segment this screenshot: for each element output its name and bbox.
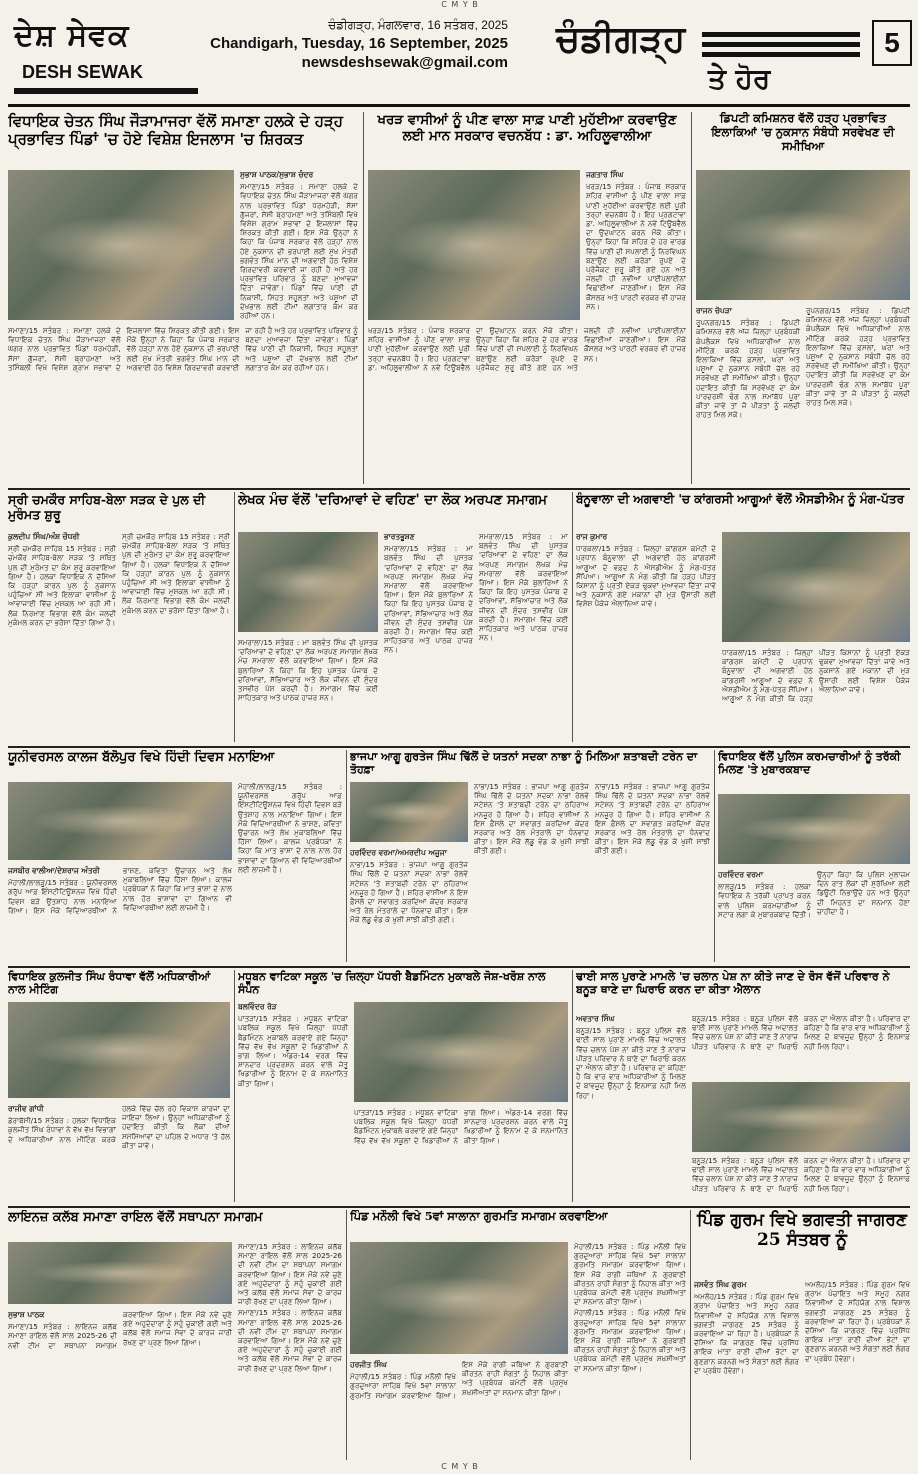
headline: ਵਿਧਾਇਕ ਕੁਲਜੀਤ ਸਿੰਘ ਰੰਧਾਵਾ ਵੱਲੋਂ ਅਧਿਕਾਰੀਆਂ ਨਾਲ ਮੀਟਿੰਗ [8,970,211,997]
story-s2[interactable] [368,112,686,484]
body-text: ਮੋਹਾਲੀ/15 ਸਤੰਬਰ : ਪਿੰਡ ਮਨੌਲੀ ਵਿਖੇ ਗੁਰਦੁਆਰਾ ਸਾਹਿਬ ਵਿਖੇ 5ਵਾਂ ਸਾਲਾਨਾ ਗੁਰਮਤਿ ਸਮਾਗਮ ਕਰਵਾਇਆ ਗਿਆ। ਇਸ ਮੌਕੇ ਰਾਗੀ ਜਥਿਆਂ ਨੇ ਗੁਰਬਾਣੀ ਕੀਰਤਨ ਰਾਹੀਂ ਸੰਗਤਾਂ ਨੂੰ ਨਿਹਾਲ ਕੀਤਾ ਅਤੇ ਪ੍ਰਬੰਧਕ ਕਮੇਟੀ ਵੱਲੋਂ ਪ੍ਰਮੁੱਖ ਸ਼ਖ਼ਸੀਅਤਾਂ ਦਾ ਸਨਮਾਨ ਕੀਤਾ ਗਿਆ। [350,1360,568,1400]
body-text: ਸ੍ਰੀ ਚਮਕੌਰ ਸਾਹਿਬ 15 ਸਤੰਬਰ : ਸ੍ਰੀ ਚਮਕੌਰ ਸਾਹਿਬ-ਬੇਲਾ ਸੜਕ 'ਤੇ ਸਥਿਤ ਪੁਲ ਦੀ ਮੁਰੰਮਤ ਦਾ ਕੰਮ ਸ਼ੁਰੂ ਕਰਵਾਇਆ ਗਿਆ ਹੈ। ਹਲਕਾ ਵਿਧਾਇਕ ਨੇ ਦੱਸਿਆ ਕਿ ਹੜ੍ਹਾਂ ਕਾਰਨ ਪੁਲ ਨੂੰ ਨੁਕਸਾਨ ਪਹੁੰਚਿਆ ਸੀ ਅਤੇ ਇਲਾਕਾ ਵਾਸੀਆਂ ਨੂੰ ਆਵਾਜਾਈ ਵਿੱਚ ਮੁਸ਼ਕਲ ਆ ਰਹੀ ਸੀ। ਲੋਕ ਨਿਰਮਾਣ ਵਿਭਾਗ ਵੱਲੋਂ ਕੰਮ ਜਲਦੀ ਮੁਕੰਮਲ ਕਰਨ ਦਾ ਭਰੋਸਾ ਦਿੱਤਾ ਗਿਆ ਹੈ। [122,532,230,615]
body-text: ਅਮਲੋਹ/15 ਸਤੰਬਰ : ਪਿੰਡ ਗੁਰਮ ਵਿਖੇ ਗ੍ਰਾਮ ਪੰਚਾਇਤ ਅਤੇ ਸਮੂਹ ਨਗਰ ਨਿਵਾਸੀਆਂ ਦੇ ਸਹਿਯੋਗ ਨਾਲ ਵਿਸ਼ਾਲ ਭਗਵਤੀ ਜਾਗਰਣ 25 ਸਤੰਬਰ ਨੂੰ ਕਰਵਾਇਆ ਜਾ ਰਿਹਾ ਹੈ। ਪ੍ਰਬੰਧਕਾਂ ਨੇ ਦੱਸਿਆ ਕਿ ਜਾਗਰਣ ਵਿੱਚ ਪ੍ਰਸਿੱਧ ਗਾਇਕ ਮਾਤਾ ਰਾਣੀ ਦੀਆਂ ਭੇਟਾਂ ਦਾ ਗੁਣਗਾਨ ਕਰਨਗੇ ਅਤੇ ਸੰਗਤਾਂ ਲਈ ਲੰਗਰ ਦਾ ਪ੍ਰਬੰਧ ਹੋਵੇਗਾ। [805,1280,910,1363]
registration-mark-bottom: C M Y B [441,1462,479,1471]
byline: ਰਾਜੀਵ ਗਾਂਧੀ [8,1104,44,1113]
story-body [576,1014,686,1202]
column-rule [363,112,364,484]
body-text: ਸਮਰਾਲਾ/15 ਸਤੰਬਰ : ਮਾ ਬਲਵੰਤ ਸਿੰਘ ਦੀ ਪੁਸਤਕ 'ਦਰਿਆਵਾਂ ਦੇ ਵਹਿਣ' ਦਾ ਲੋਕ ਅਰਪਣ ਸਮਾਗਮ ਲੇਖਕ ਮੰਚ ਸਮਰਾਲਾ ਵੱਲੋਂ ਕਰਵਾਇਆ ਗਿਆ। ਇਸ ਮੌਕੇ ਬੁਲਾਰਿਆਂ ਨੇ ਕਿਹਾ ਕਿ ਇਹ ਪੁਸਤਕ ਪੰਜਾਬ ਦੇ ਦਰਿਆਵਾਂ, ਸੱਭਿਆਚਾਰ ਅਤੇ ਲੋਕ ਜੀਵਨ ਦੀ ਸੁੰਦਰ ਤਸਵੀਰ ਪੇਸ਼ ਕਰਦੀ ਹੈ। ਸਮਾਗਮ ਵਿੱਚ ਕਈ ਸਾਹਿਤਕਾਰ ਅਤੇ ਪਾਠਕ ਹਾਜ਼ਰ ਸਨ। [479,532,568,643]
body-text: ਧਾਰਕਲਾਂ/15 ਸਤੰਬਰ : ਜ਼ਿਲ੍ਹਾ ਕਾਂਗਰਸ ਕਮੇਟੀ ਦੇ ਪ੍ਰਧਾਨ ਬੰਨੂਵਾਲਾ ਦੀ ਅਗਵਾਈ ਹੇਠ ਕਾਂਗਰਸੀ ਆਗੂਆਂ ਦੇ ਵਫ਼ਦ ਨੇ ਐਸਡੀਐਮ ਨੂੰ ਮੰਗ-ਪੱਤਰ ਸੌਂਪਿਆ। ਆਗੂਆਂ ਨੇ ਮੰਗ ਕੀਤੀ ਕਿ ਹੜ੍ਹ ਪੀੜਤ ਕਿਸਾਨਾਂ ਨੂੰ ਪ੍ਰਤੀ ਏਕੜ ਢੁਕਵਾਂ ਮੁਆਵਜ਼ਾ ਦਿੱਤਾ ਜਾਵੇ ਅਤੇ ਨੁਕਸਾਨੇ ਗਏ ਮਕਾਨਾਂ ਦੀ ਮੁੜ ਉਸਾਰੀ ਲਈ ਵਿਸ਼ੇਸ਼ ਪੈਕੇਜ ਐਲਾਨਿਆ ਜਾਵੇ। [576,544,716,609]
photo [8,1002,230,1098]
column-rule [690,1210,691,1460]
body-text: ਡੇਰਾਬੱਸੀ/15 ਸਤੰਬਰ : ਹਲਕਾ ਵਿਧਾਇਕ ਕੁਲਜੀਤ ਸਿੰਘ ਰੰਧਾਵਾ ਨੇ ਵੱਖ ਵੱਖ ਵਿਭਾਗਾਂ ਦੇ ਅਧਿਕਾਰੀਆਂ ਨਾਲ ਮੀਟਿੰਗ ਕਰਕੇ ਹਲਕੇ ਵਿੱਚ ਚੱਲ ਰਹੇ ਵਿਕਾਸ ਕਾਰਜਾਂ ਦਾ ਜਾਇਜ਼ਾ ਲਿਆ। ਉਨ੍ਹਾਂ ਅਧਿਕਾਰੀਆਂ ਨੂੰ ਹਦਾਇਤ ਕੀਤੀ ਕਿ ਲੋਕਾਂ ਦੀਆਂ ਸਮੱਸਿਆਵਾਂ ਦਾ ਪਹਿਲ ਦੇ ਅਧਾਰ 'ਤੇ ਹੱਲ ਕੀਤਾ ਜਾਵੇ। [8,1104,230,1150]
story-s1[interactable] [8,112,358,484]
story-s10[interactable] [8,970,230,1202]
section-subtitle: ਤੇ ਹੋਰ [708,62,771,95]
story-body [8,1104,230,1202]
photo [718,794,910,864]
headline: ਭਾਜਪਾ ਆਗੂ ਗੁਰਤੇਜ ਸਿੰਘ ਢਿੱਲੋਂ ਦੇ ਯਤਨਾਂ ਸਦਕਾ ਨਾਭਾ ਨੂੰ ਮਿਲਿਆ ਸ਼ਤਾਬਦੀ ਟਰੇਨ ਦਾ ਤੋਹਫ਼ਾ [350,750,698,777]
body-text: ਮੋਹਾਲੀ/15 ਸਤੰਬਰ : ਪਿੰਡ ਮਨੌਲੀ ਵਿਖੇ ਗੁਰਦੁਆਰਾ ਸਾਹਿਬ ਵਿਖੇ 5ਵਾਂ ਸਾਲਾਨਾ ਗੁਰਮਤਿ ਸਮਾਗਮ ਕਰਵਾਇਆ ਗਿਆ। ਇਸ ਮੌਕੇ ਰਾਗੀ ਜਥਿਆਂ ਨੇ ਗੁਰਬਾਣੀ ਕੀਰਤਨ ਰਾਹੀਂ ਸੰਗਤਾਂ ਨੂੰ ਨਿਹਾਲ ਕੀਤਾ ਅਤੇ ਪ੍ਰਬੰਧਕ ਕਮੇਟੀ ਵੱਲੋਂ ਪ੍ਰਮੁੱਖ ਸ਼ਖ਼ਸੀਅਤਾਂ ਦਾ ਸਨਮਾਨ ਕੀਤਾ ਗਿਆ। [574,1308,686,1373]
body-text: ਖਰੜ/15 ਸਤੰਬਰ : ਪੰਜਾਬ ਸਰਕਾਰ ਸ਼ਹਿਰ ਵਾਸੀਆਂ ਨੂੰ ਪੀਣ ਵਾਲਾ ਸਾਫ਼ ਪਾਣੀ ਮੁਹੱਈਆ ਕਰਵਾਉਣ ਲਈ ਪੂਰੀ ਤਰ੍ਹਾਂ ਵਚਨਬੱਧ ਹੈ। ਇਹ ਪ੍ਰਗਟਾਵਾ ਡਾ. ਅਹਿਲੂਵਾਲੀਆ ਨੇ ਨਵੇਂ ਟਿਊਬਵੈੱਲ ਦਾ ਉਦਘਾਟਨ ਕਰਨ ਮੌਕੇ ਕੀਤਾ। ਉਨ੍ਹਾਂ ਕਿਹਾ ਕਿ ਸ਼ਹਿਰ ਦੇ ਹਰ ਵਾਰਡ ਵਿੱਚ ਪਾਣੀ ਦੀ ਸਪਲਾਈ ਨੂੰ ਨਿਰਵਿਘਨ ਬਣਾਉਣ ਲਈ ਕਰੋੜਾਂ ਰੁਪਏ ਦੇ ਪ੍ਰੋਜੈਕਟ ਸ਼ੁਰੂ ਕੀਤੇ ਗਏ ਹਨ ਅਤੇ ਜਲਦੀ ਹੀ ਨਵੀਆਂ ਪਾਈਪਲਾਈਨਾਂ ਵਿਛਾਈਆਂ ਜਾਣਗੀਆਂ। ਇਸ ਮੌਕੇ ਕੌਂਸਲਰ ਅਤੇ ਪਾਰਟੀ ਵਰਕਰ ਵੀ ਹਾਜ਼ਰ ਸਨ। [368,326,686,372]
story-body [574,1242,686,1460]
story-body [238,1002,348,1202]
story-s4[interactable] [8,492,230,742]
story-s5[interactable] [238,492,568,742]
photo [8,170,234,320]
body-text: ਅਮਲੋਹ/15 ਸਤੰਬਰ : ਪਿੰਡ ਗੁਰਮ ਵਿਖੇ ਗ੍ਰਾਮ ਪੰਚਾਇਤ ਅਤੇ ਸਮੂਹ ਨਗਰ ਨਿਵਾਸੀਆਂ ਦੇ ਸਹਿਯੋਗ ਨਾਲ ਵਿਸ਼ਾਲ ਭਗਵਤੀ ਜਾਗਰਣ 25 ਸਤੰਬਰ ਨੂੰ ਕਰਵਾਇਆ ਜਾ ਰਿਹਾ ਹੈ। ਪ੍ਰਬੰਧਕਾਂ ਨੇ ਦੱਸਿਆ ਕਿ ਜਾਗਰਣ ਵਿੱਚ ਪ੍ਰਸਿੱਧ ਗਾਇਕ ਮਾਤਾ ਰਾਣੀ ਦੀਆਂ ਭੇਟਾਂ ਦਾ ਗੁਣਗਾਨ ਕਰਨਗੇ ਅਤੇ ਸੰਗਤਾਂ ਲਈ ਲੰਗਰ ਦਾ ਪ੍ਰਬੰਧ ਹੋਵੇਗਾ। [694,1292,799,1375]
story-body-cont [474,782,710,962]
story-s12[interactable] [576,970,910,1202]
body-text: ਸਮਾਣਾ/15 ਸਤੰਬਰ : ਸਮਾਣਾ ਹਲਕੇ ਦੇ ਵਿਧਾਇਕ ਚੇਤਨ ਸਿੰਘ ਜੌੜਾਮਾਜਰਾ ਵੱਲੋਂ ਘੱਗਰ ਨਾਲ ਪ੍ਰਭਾਵਿਤ ਪਿੰਡਾਂ ਧਰਮਹੇੜੀ, ਸੱਸਾ ਗੁੱਜਰਾਂ, ਸੱਸੀ ਬ੍ਰਾਹਮਣਾਂ ਅਤੇ ਤਸਿੰਬਲੀ ਵਿਖੇ ਵਿਸ਼ੇਸ਼ ਗ੍ਰਾਮ ਸਭਾਵਾਂ ਦੇ ਇਜਲਾਸਾਂ ਵਿੱਚ ਸ਼ਿਰਕਤ ਕੀਤੀ ਗਈ। ਇਸ ਮੌਕੇ ਉਨ੍ਹਾਂ ਨੇ ਕਿਹਾ ਕਿ ਪੰਜਾਬ ਸਰਕਾਰ ਵੱਲੋਂ ਹੜ੍ਹਾਂ ਨਾਲ ਹੋਏ ਨੁਕਸਾਨ ਦੀ ਭਰਪਾਈ ਲਈ ਮੁੱਖ ਮੰਤਰੀ ਭਗਵੰਤ ਸਿੰਘ ਮਾਨ ਦੀ ਅਗਵਾਈ ਹੇਠ ਵਿਸ਼ੇਸ਼ ਗਿਰਦਾਵਰੀ ਕਰਵਾਈ ਜਾ ਰਹੀ ਹੈ ਅਤੇ ਹਰ ਪ੍ਰਭਾਵਿਤ ਪਰਿਵਾਰ ਨੂੰ ਬਣਦਾ ਮੁਆਵਜ਼ਾ ਦਿੱਤਾ ਜਾਵੇਗਾ। ਪਿੰਡਾਂ ਵਿੱਚ ਪਾਣੀ ਦੀ ਨਿਕਾਸੀ, ਸਿਹਤ ਸਹੂਲਤਾਂ ਅਤੇ ਪਸ਼ੂਆਂ ਦੀ ਦੇਖਭਾਲ ਲਈ ਟੀਮਾਂ ਲਗਾਤਾਰ ਕੰਮ ਕਰ ਰਹੀਆਂ ਹਨ। [240,182,358,321]
story-body-cont [368,326,686,484]
photo [8,1242,232,1304]
masthead-rule [8,104,910,107]
logo-rule [14,88,198,94]
byline: ਸੁਭਾਸ਼ ਪਾਠਕ [8,1310,45,1319]
headline: ਲਾਇਨਜ਼ ਕਲੱਬ ਸਮਾਣਾ ਰਾਇਲ ਵੱਲੋਂ ਸਥਾਪਨਾ ਸਮਾਗਮ [8,1210,263,1225]
body-text: ਨਾਭਾ/15 ਸਤੰਬਰ : ਭਾਜਪਾ ਆਗੂ ਗੁਰਤੇਜ ਸਿੰਘ ਢਿੱਲੋਂ ਦੇ ਯਤਨਾਂ ਸਦਕਾ ਨਾਭਾ ਰੇਲਵੇ ਸਟੇਸ਼ਨ 'ਤੇ ਸ਼ਤਾਬਦੀ ਟਰੇਨ ਦਾ ਠਹਿਰਾਅ ਮਨਜ਼ੂਰ ਹੋ ਗਿਆ ਹੈ। ਸ਼ਹਿਰ ਵਾਸੀਆਂ ਨੇ ਇਸ ਫ਼ੈਸਲੇ ਦਾ ਸਵਾਗਤ ਕਰਦਿਆਂ ਕੇਂਦਰ ਸਰਕਾਰ ਅਤੇ ਰੇਲ ਮੰਤਰਾਲੇ ਦਾ ਧੰਨਵਾਦ ਕੀਤਾ। ਇਸ ਮੌਕੇ ਲੱਡੂ ਵੰਡ ਕੇ ਖੁਸ਼ੀ ਸਾਂਝੀ ਕੀਤੀ ਗਈ। [350,860,468,925]
byline: ਕੁਲਦੀਪ ਸਿੰਘ/ਅੰਸ਼ ਚੌਧਰੀ [8,532,80,541]
headline: ਬੰਨੂਵਾਲਾ ਦੀ ਅਗਵਾਈ 'ਚ ਕਾਂਗਰਸੀ ਆਗੂਆਂ ਵੱਲੋਂ ਐਸਡੀਐਮ ਨੂੰ ਮੰਗ-ਪੱਤਰ [576,492,905,506]
logo-english: DESH SEWAK [22,62,144,82]
body-text: ਸ੍ਰੀ ਚਮਕੌਰ ਸਾਹਿਬ 15 ਸਤੰਬਰ : ਸ੍ਰੀ ਚਮਕੌਰ ਸਾਹਿਬ-ਬੇਲਾ ਸੜਕ 'ਤੇ ਸਥਿਤ ਪੁਲ ਦੀ ਮੁਰੰਮਤ ਦਾ ਕੰਮ ਸ਼ੁਰੂ ਕਰਵਾਇਆ ਗਿਆ ਹੈ। ਹਲਕਾ ਵਿਧਾਇਕ ਨੇ ਦੱਸਿਆ ਕਿ ਹੜ੍ਹਾਂ ਕਾਰਨ ਪੁਲ ਨੂੰ ਨੁਕਸਾਨ ਪਹੁੰਚਿਆ ਸੀ ਅਤੇ ਇਲਾਕਾ ਵਾਸੀਆਂ ਨੂੰ ਆਵਾਜਾਈ ਵਿੱਚ ਮੁਸ਼ਕਲ ਆ ਰਹੀ ਸੀ। ਲੋਕ ਨਿਰਮਾਣ ਵਿਭਾਗ ਵੱਲੋਂ ਕੰਮ ਜਲਦੀ ਮੁਕੰਮਲ ਕਰਨ ਦਾ ਭਰੋਸਾ ਦਿੱਤਾ ਗਿਆ ਹੈ। [8,544,116,627]
story-s6[interactable] [576,492,910,742]
story-s3[interactable] [696,112,910,484]
headline: ਵਿਧਾਇਕ ਵੱਲੋਂ ਪੁਲਿਸ ਕਰਮਚਾਰੀਆਂ ਨੂੰ ਤਰੱਕੀ ਮਿਲਣ 'ਤੇ ਮੁਬਾਰਕਬਾਦ [718,750,901,777]
story-body [238,782,342,962]
body-text: ਸਮਾਣਾ/15 ਸਤੰਬਰ : ਲਾਇਨਜ਼ ਕਲੱਬ ਸਮਾਣਾ ਰਾਇਲ ਵੱਲੋਂ ਸਾਲ 2025-26 ਦੀ ਨਵੀਂ ਟੀਮ ਦਾ ਸਥਾਪਨਾ ਸਮਾਗਮ ਕਰਵਾਇਆ ਗਿਆ। ਇਸ ਮੌਕੇ ਨਵੇਂ ਚੁਣੇ ਗਏ ਅਹੁਦੇਦਾਰਾਂ ਨੂੰ ਸਹੁੰ ਚੁਕਾਈ ਗਈ ਅਤੇ ਕਲੱਬ ਵੱਲੋਂ ਸਮਾਜ ਸੇਵਾ ਦੇ ਕਾਰਜ ਜਾਰੀ ਰੱਖਣ ਦਾ ਪ੍ਰਣ ਲਿਆ ਗਿਆ। [8,1310,232,1350]
column-rule [234,492,235,742]
photo [696,170,910,300]
story-body-cont [8,326,358,484]
headline: ਵਿਧਾਇਕ ਚੇਤਨ ਸਿੰਘ ਜੌੜਾਮਾਜਰਾ ਵੱਲੋਂ ਸਮਾਣਾ ਹਲਕੇ ਦੇ ਹੜ੍ਹ ਪ੍ਰਭਾਵਿਤ ਪਿੰਡਾਂ 'ਚ ਹੋਏ ਵਿਸ਼ੇਸ਼ ਇਜਲਾਸ 'ਚ ਸ਼ਿਰਕਤ [8,112,343,148]
byline: ਰਾਜਨ ਚੋਪੜਾ [696,306,732,315]
photo [692,1082,910,1152]
photo [354,1002,568,1102]
photo [8,782,232,860]
body-text: ਨਾਭਾ/15 ਸਤੰਬਰ : ਭਾਜਪਾ ਆਗੂ ਗੁਰਤੇਜ ਸਿੰਘ ਢਿੱਲੋਂ ਦੇ ਯਤਨਾਂ ਸਦਕਾ ਨਾਭਾ ਰੇਲਵੇ ਸਟੇਸ਼ਨ 'ਤੇ ਸ਼ਤਾਬਦੀ ਟਰੇਨ ਦਾ ਠਹਿਰਾਅ ਮਨਜ਼ੂਰ ਹੋ ਗਿਆ ਹੈ। ਸ਼ਹਿਰ ਵਾਸੀਆਂ ਨੇ ਇਸ ਫ਼ੈਸਲੇ ਦਾ ਸਵਾਗਤ ਕਰਦਿਆਂ ਕੇਂਦਰ ਸਰਕਾਰ ਅਤੇ ਰੇਲ ਮੰਤਰਾਲੇ ਦਾ ਧੰਨਵਾਦ ਕੀਤਾ। ਇਸ ਮੌਕੇ ਲੱਡੂ ਵੰਡ ਕੇ ਖੁਸ਼ੀ ਸਾਂਝੀ ਕੀਤੀ ਗਈ। [474,782,589,856]
column-rule [572,970,573,1202]
row-rule [8,966,910,968]
byline: ਰਾਜ ਕੁਮਾਰ [576,532,608,541]
body-text: ਪਾਤੜਾਂ/15 ਸਤੰਬਰ : ਮਧੂਬਨ ਵਾਟਿਕਾ ਪਬਲਿਕ ਸਕੂਲ ਵਿਖੇ ਜ਼ਿਲ੍ਹਾ ਪੱਧਰੀ ਬੈਡਮਿੰਟਨ ਮੁਕਾਬਲੇ ਕਰਵਾਏ ਗਏ ਜਿਨ੍ਹਾਂ ਵਿੱਚ ਵੱਖ ਵੱਖ ਸਕੂਲਾਂ ਦੇ ਖਿਡਾਰੀਆਂ ਨੇ ਭਾਗ ਲਿਆ। ਅੰਡਰ-14 ਵਰਗ ਵਿੱਚ ਸ਼ਾਨਦਾਰ ਪ੍ਰਦਰਸ਼ਨ ਕਰਨ ਵਾਲੇ ਜੇਤੂ ਖਿਡਾਰੀਆਂ ਨੂੰ ਇਨਾਮ ਦੇ ਕੇ ਸਨਮਾਨਿਤ ਕੀਤਾ ਗਿਆ। [354,1108,568,1145]
story-body [238,1242,342,1460]
photo [238,532,378,632]
column-rule [714,750,715,962]
body-text: ਬਨੂੜ/15 ਸਤੰਬਰ : ਬਨੂੜ ਪੁਲਿਸ ਵੱਲੋਂ ਢਾਈ ਸਾਲ ਪੁਰਾਣੇ ਮਾਮਲੇ ਵਿੱਚ ਅਦਾਲਤ ਵਿੱਚ ਚਲਾਨ ਪੇਸ਼ ਨਾ ਕੀਤੇ ਜਾਣ ਤੋਂ ਨਾਰਾਜ਼ ਪੀੜਤ ਪਰਿਵਾਰ ਨੇ ਥਾਣੇ ਦਾ ਘਿਰਾਓ ਕਰਨ ਦਾ ਐਲਾਨ ਕੀਤਾ ਹੈ। ਪਰਿਵਾਰ ਦਾ ਕਹਿਣਾ ਹੈ ਕਿ ਵਾਰ ਵਾਰ ਅਧਿਕਾਰੀਆਂ ਨੂੰ ਮਿਲਣ ਦੇ ਬਾਵਜੂਦ ਉਨ੍ਹਾਂ ਨੂੰ ਇਨਸਾਫ਼ ਨਹੀਂ ਮਿਲ ਰਿਹਾ। [692,1014,910,1051]
page-number: 5 [872,20,912,66]
story-body-mid [692,1014,910,1078]
story-s9[interactable] [718,750,910,962]
headline: ਲੇਖਕ ਮੰਚ ਵੱਲੋਂ 'ਦਰਿਆਵਾਂ ਦੇ ਵਹਿਣ' ਦਾ ਲੋਕ ਅਰਪਣ ਸਮਾਗਮ [238,492,548,508]
dateline-english: Chandigarh, Tuesday, 16 September, 2025 [210,35,508,52]
story-body [718,870,910,962]
story-body-cont [354,1108,568,1202]
story-body [694,1280,910,1460]
headline: ਪਿੰਡ ਮਨੌਲੀ ਵਿਖੇ 5ਵਾਂ ਸਾਲਾਨਾ ਗੁਰਮਤਿ ਸਮਾਗਮ ਕਰਵਾਇਆ [350,1210,608,1223]
column-rule [346,1210,347,1460]
story-body-cont [692,1156,910,1202]
byline: ਹਰਜੀਤ ਸਿੰਘ [350,1360,387,1369]
column-rule [572,492,573,742]
registration-mark-top: C M Y B [441,0,479,9]
headline: ਯੂਨੀਵਰਸਲ ਕਾਲਜ ਬੱਲੋਪੁਰ ਵਿਖੇ ਹਿੰਦੀ ਦਿਵਸ ਮਨਾਇਆ [8,750,275,765]
story-body [586,170,686,320]
story-body [384,532,568,742]
byline: ਭਾਰਤਭੂਸ਼ਣ [384,532,415,541]
photo [368,170,580,320]
headline: ਡਿਪਟੀ ਕਮਿਸ਼ਨਰ ਵੱਲੋਂ ਹੜ੍ਹ ਪ੍ਰਭਾਵਿਤ ਇਲਾਕਿਆਂ 'ਚ ਨੁਕਸਾਨ ਸੰਬੰਧੀ ਸਰਵੇਖਣ ਦੀ ਸਮੀਖਿਆ [711,112,895,153]
byline: ਸੁਭਾਸ਼ ਪਾਠਕ/ਸੁਭਾਸ਼ ਚੰਦਰ [240,170,314,179]
story-body [576,532,716,742]
story-s14[interactable] [350,1210,686,1460]
row-rule [8,746,910,748]
body-text: ਬਨੂੜ/15 ਸਤੰਬਰ : ਬਨੂੜ ਪੁਲਿਸ ਵੱਲੋਂ ਢਾਈ ਸਾਲ ਪੁਰਾਣੇ ਮਾਮਲੇ ਵਿੱਚ ਅਦਾਲਤ ਵਿੱਚ ਚਲਾਨ ਪੇਸ਼ ਨਾ ਕੀਤੇ ਜਾਣ ਤੋਂ ਨਾਰਾਜ਼ ਪੀੜਤ ਪਰਿਵਾਰ ਨੇ ਥਾਣੇ ਦਾ ਘਿਰਾਓ ਕਰਨ ਦਾ ਐਲਾਨ ਕੀਤਾ ਹੈ। ਪਰਿਵਾਰ ਦਾ ਕਹਿਣਾ ਹੈ ਕਿ ਵਾਰ ਵਾਰ ਅਧਿਕਾਰੀਆਂ ਨੂੰ ਮਿਲਣ ਦੇ ਬਾਵਜੂਦ ਉਨ੍ਹਾਂ ਨੂੰ ਇਨਸਾਫ਼ ਨਹੀਂ ਮਿਲ ਰਿਹਾ। [692,1156,910,1193]
headline: ਖਰੜ ਵਾਸੀਆਂ ਨੂੰ ਪੀਣ ਵਾਲਾ ਸਾਫ਼ ਪਾਣੀ ਮੁਹੱਈਆ ਕਰਵਾਉਣ ਲਈ ਮਾਨ ਸਰਕਾਰ ਵਚਨਬੱਧ : ਡਾ. ਅਹਿਲੂਵਾਲੀਆ [377,112,677,145]
story-body-cont [8,1310,232,1460]
story-body-cont [722,648,910,742]
body-text: ਲਾਲੜੂ/15 ਸਤੰਬਰ : ਹਲਕਾ ਵਿਧਾਇਕ ਨੇ ਤਰੱਕੀ ਪ੍ਰਾਪਤ ਕਰਨ ਵਾਲੇ ਪੁਲਿਸ ਕਰਮਚਾਰੀਆਂ ਨੂੰ ਸਟਾਰ ਲਗਾ ਕੇ ਮੁਬਾਰਕਬਾਦ ਦਿੱਤੀ। ਉਨ੍ਹਾਂ ਕਿਹਾ ਕਿ ਪੁਲਿਸ ਮੁਲਾਜ਼ਮ ਦਿਨ ਰਾਤ ਲੋਕਾਂ ਦੀ ਸੁਰੱਖਿਆ ਲਈ ਡਿਊਟੀ ਨਿਭਾਉਂਦੇ ਹਨ ਅਤੇ ਉਨ੍ਹਾਂ ਦੀ ਮਿਹਨਤ ਦਾ ਸਨਮਾਨ ਹੋਣਾ ਚਾਹੀਦਾ ਹੈ। [718,870,910,919]
story-body-cont [350,1360,568,1460]
email-address[interactable]: newsdeshsewak@gmail.com [301,54,508,71]
byline: ਹਰਵਿੰਦਰ ਵਰਮਾ [718,870,764,879]
story-s15[interactable] [694,1210,910,1460]
section-bars [702,32,860,62]
headline: ਸ੍ਰੀ ਚਮਕੌਰ ਸਾਹਿਬ-ਬੇਲਾ ਸੜਕ ਦੇ ਪੁਲ ਦੀ ਮੁਰੰਮਤ ਸ਼ੁਰੂ [8,492,206,522]
photo [350,1242,568,1354]
section-title: ਚੰਡੀਗੜ੍ਹ [556,18,686,60]
byline: ਬਲਵਿੰਦਰ ਰੋੜ [238,1002,277,1011]
body-text: ਮੋਹਾਲੀ/ਲਾਲੜੂ/15 ਸਤੰਬਰ : ਯੂਨੀਵਰਸਲ ਗਰੁੱਪ ਆਫ਼ ਇੰਸਟੀਟਿਊਸ਼ਨਜ਼ ਵਿਖੇ ਹਿੰਦੀ ਦਿਵਸ ਬੜੇ ਉਤਸ਼ਾਹ ਨਾਲ ਮਨਾਇਆ ਗਿਆ। ਇਸ ਮੌਕੇ ਵਿਦਿਆਰਥੀਆਂ ਨੇ ਭਾਸ਼ਣ, ਕਵਿਤਾ ਉਚਾਰਨ ਅਤੇ ਲੇਖ ਮੁਕਾਬਲਿਆਂ ਵਿੱਚ ਹਿੱਸਾ ਲਿਆ। ਕਾਲਜ ਪ੍ਰਬੰਧਕਾਂ ਨੇ ਕਿਹਾ ਕਿ ਮਾਤ ਭਾਸ਼ਾ ਦੇ ਨਾਲ ਨਾਲ ਹੋਰ ਭਾਸ਼ਾਵਾਂ ਦਾ ਗਿਆਨ ਵੀ ਵਿਦਿਆਰਥੀਆਂ ਲਈ ਲਾਜ਼ਮੀ ਹੈ। [8,866,232,915]
body-text: ਬਨੂੜ/15 ਸਤੰਬਰ : ਬਨੂੜ ਪੁਲਿਸ ਵੱਲੋਂ ਢਾਈ ਸਾਲ ਪੁਰਾਣੇ ਮਾਮਲੇ ਵਿੱਚ ਅਦਾਲਤ ਵਿੱਚ ਚਲਾਨ ਪੇਸ਼ ਨਾ ਕੀਤੇ ਜਾਣ ਤੋਂ ਨਾਰਾਜ਼ ਪੀੜਤ ਪਰਿਵਾਰ ਨੇ ਥਾਣੇ ਦਾ ਘਿਰਾਓ ਕਰਨ ਦਾ ਐਲਾਨ ਕੀਤਾ ਹੈ। ਪਰਿਵਾਰ ਦਾ ਕਹਿਣਾ ਹੈ ਕਿ ਵਾਰ ਵਾਰ ਅਧਿਕਾਰੀਆਂ ਨੂੰ ਮਿਲਣ ਦੇ ਬਾਵਜੂਦ ਉਨ੍ਹਾਂ ਨੂੰ ਇਨਸਾਫ਼ ਨਹੀਂ ਮਿਲ ਰਿਹਾ। [576,1026,686,1100]
body-text: ਸਮਰਾਲਾ/15 ਸਤੰਬਰ : ਮਾ ਬਲਵੰਤ ਸਿੰਘ ਦੀ ਪੁਸਤਕ 'ਦਰਿਆਵਾਂ ਦੇ ਵਹਿਣ' ਦਾ ਲੋਕ ਅਰਪਣ ਸਮਾਗਮ ਲੇਖਕ ਮੰਚ ਸਮਰਾਲਾ ਵੱਲੋਂ ਕਰਵਾਇਆ ਗਿਆ। ਇਸ ਮੌਕੇ ਬੁਲਾਰਿਆਂ ਨੇ ਕਿਹਾ ਕਿ ਇਹ ਪੁਸਤਕ ਪੰਜਾਬ ਦੇ ਦਰਿਆਵਾਂ, ਸੱਭਿਆਚਾਰ ਅਤੇ ਲੋਕ ਜੀਵਨ ਦੀ ਸੁੰਦਰ ਤਸਵੀਰ ਪੇਸ਼ ਕਰਦੀ ਹੈ। ਸਮਾਗਮ ਵਿੱਚ ਕਈ ਸਾਹਿਤਕਾਰ ਅਤੇ ਪਾਠਕ ਹਾਜ਼ਰ ਸਨ। [238,638,378,703]
dateline-block [208,18,508,71]
body-text: ਸਮਾਣਾ/15 ਸਤੰਬਰ : ਲਾਇਨਜ਼ ਕਲੱਬ ਸਮਾਣਾ ਰਾਇਲ ਵੱਲੋਂ ਸਾਲ 2025-26 ਦੀ ਨਵੀਂ ਟੀਮ ਦਾ ਸਥਾਪਨਾ ਸਮਾਗਮ ਕਰਵਾਇਆ ਗਿਆ। ਇਸ ਮੌਕੇ ਨਵੇਂ ਚੁਣੇ ਗਏ ਅਹੁਦੇਦਾਰਾਂ ਨੂੰ ਸਹੁੰ ਚੁਕਾਈ ਗਈ ਅਤੇ ਕਲੱਬ ਵੱਲੋਂ ਸਮਾਜ ਸੇਵਾ ਦੇ ਕਾਰਜ ਜਾਰੀ ਰੱਖਣ ਦਾ ਪ੍ਰਣ ਲਿਆ ਗਿਆ। [238,1242,342,1307]
body-text: ਰੂਪਨਗਰ/15 ਸਤੰਬਰ : ਡਿਪਟੀ ਕਮਿਸ਼ਨਰ ਵੱਲੋਂ ਅੱਜ ਜ਼ਿਲ੍ਹਾ ਪ੍ਰਬੰਧਕੀ ਕੰਪਲੈਕਸ ਵਿਖੇ ਅਧਿਕਾਰੀਆਂ ਨਾਲ ਮੀਟਿੰਗ ਕਰਕੇ ਹੜ੍ਹ ਪ੍ਰਭਾਵਿਤ ਇਲਾਕਿਆਂ ਵਿੱਚ ਫ਼ਸਲਾਂ, ਘਰਾਂ ਅਤੇ ਪਸ਼ੂਆਂ ਦੇ ਨੁਕਸਾਨ ਸਬੰਧੀ ਚੱਲ ਰਹੇ ਸਰਵੇਖਣ ਦੀ ਸਮੀਖਿਆ ਕੀਤੀ। ਉਨ੍ਹਾਂ ਹਦਾਇਤ ਕੀਤੀ ਕਿ ਸਰਵੇਖਣ ਦਾ ਕੰਮ ਪਾਰਦਰਸ਼ੀ ਢੰਗ ਨਾਲ ਸਮਾਂਬੱਧ ਪੂਰਾ ਕੀਤਾ ਜਾਵੇ ਤਾਂ ਜੋ ਪੀੜਤਾਂ ਨੂੰ ਜਲਦੀ ਰਾਹਤ ਮਿਲ ਸਕੇ। [696,318,800,420]
body-text: ਨਾਭਾ/15 ਸਤੰਬਰ : ਭਾਜਪਾ ਆਗੂ ਗੁਰਤੇਜ ਸਿੰਘ ਢਿੱਲੋਂ ਦੇ ਯਤਨਾਂ ਸਦਕਾ ਨਾਭਾ ਰੇਲਵੇ ਸਟੇਸ਼ਨ 'ਤੇ ਸ਼ਤਾਬਦੀ ਟਰੇਨ ਦਾ ਠਹਿਰਾਅ ਮਨਜ਼ੂਰ ਹੋ ਗਿਆ ਹੈ। ਸ਼ਹਿਰ ਵਾਸੀਆਂ ਨੇ ਇਸ ਫ਼ੈਸਲੇ ਦਾ ਸਵਾਗਤ ਕਰਦਿਆਂ ਕੇਂਦਰ ਸਰਕਾਰ ਅਤੇ ਰੇਲ ਮੰਤਰਾਲੇ ਦਾ ਧੰਨਵਾਦ ਕੀਤਾ। ਇਸ ਮੌਕੇ ਲੱਡੂ ਵੰਡ ਕੇ ਖੁਸ਼ੀ ਸਾਂਝੀ ਕੀਤੀ ਗਈ। [595,782,710,856]
headline: ਢਾਈ ਸਾਲ ਪੁਰਾਣੇ ਮਾਮਲੇ 'ਚ ਚਲਾਨ ਪੇਸ਼ ਨਾ ਕੀਤੇ ਜਾਣ ਦੇ ਰੋਸ ਵੱਜੋਂ ਪਰਿਵਾਰ ਨੇ ਬਨੂੜ ਥਾਣੇ ਦਾ ਘਿਰਾਓ ਕਰਨ ਦਾ ਕੀਤਾ ਐਲਾਨ [576,970,890,997]
byline: ਜਗਤਾਰ ਸਿੰਘ [586,170,624,179]
story-s8[interactable] [350,750,710,962]
story-body [350,848,468,962]
body-text: ਪਾਤੜਾਂ/15 ਸਤੰਬਰ : ਮਧੂਬਨ ਵਾਟਿਕਾ ਪਬਲਿਕ ਸਕੂਲ ਵਿਖੇ ਜ਼ਿਲ੍ਹਾ ਪੱਧਰੀ ਬੈਡਮਿੰਟਨ ਮੁਕਾਬਲੇ ਕਰਵਾਏ ਗਏ ਜਿਨ੍ਹਾਂ ਵਿੱਚ ਵੱਖ ਵੱਖ ਸਕੂਲਾਂ ਦੇ ਖਿਡਾਰੀਆਂ ਨੇ ਭਾਗ ਲਿਆ। ਅੰਡਰ-14 ਵਰਗ ਵਿੱਚ ਸ਼ਾਨਦਾਰ ਪ੍ਰਦਰਸ਼ਨ ਕਰਨ ਵਾਲੇ ਜੇਤੂ ਖਿਡਾਰੀਆਂ ਨੂੰ ਇਨਾਮ ਦੇ ਕੇ ਸਨਮਾਨਿਤ ਕੀਤਾ ਗਿਆ। [238,1014,348,1088]
byline: ਅਵਤਾਰ ਸਿੰਘ [576,1014,615,1023]
body-text: ਧਾਰਕਲਾਂ/15 ਸਤੰਬਰ : ਜ਼ਿਲ੍ਹਾ ਕਾਂਗਰਸ ਕਮੇਟੀ ਦੇ ਪ੍ਰਧਾਨ ਬੰਨੂਵਾਲਾ ਦੀ ਅਗਵਾਈ ਹੇਠ ਕਾਂਗਰਸੀ ਆਗੂਆਂ ਦੇ ਵਫ਼ਦ ਨੇ ਐਸਡੀਐਮ ਨੂੰ ਮੰਗ-ਪੱਤਰ ਸੌਂਪਿਆ। ਆਗੂਆਂ ਨੇ ਮੰਗ ਕੀਤੀ ਕਿ ਹੜ੍ਹ ਪੀੜਤ ਕਿਸਾਨਾਂ ਨੂੰ ਪ੍ਰਤੀ ਏਕੜ ਢੁਕਵਾਂ ਮੁਆਵਜ਼ਾ ਦਿੱਤਾ ਜਾਵੇ ਅਤੇ ਨੁਕਸਾਨੇ ਗਏ ਮਕਾਨਾਂ ਦੀ ਮੁੜ ਉਸਾਰੀ ਲਈ ਵਿਸ਼ੇਸ਼ ਪੈਕੇਜ ਐਲਾਨਿਆ ਜਾਵੇ। [722,648,910,704]
dateline-punjabi: ਚੰਡੀਗੜ੍ਹ, ਮੰਗਲਵਾਰ, 16 ਸਤੰਬਰ, 2025 [328,18,508,32]
story-body [696,306,910,484]
story-s7[interactable] [8,750,342,962]
story-body-cont [238,638,378,742]
story-body [8,532,230,742]
body-text: ਸਮਾਣਾ/15 ਸਤੰਬਰ : ਸਮਾਣਾ ਹਲਕੇ ਦੇ ਵਿਧਾਇਕ ਚੇਤਨ ਸਿੰਘ ਜੌੜਾਮਾਜਰਾ ਵੱਲੋਂ ਘੱਗਰ ਨਾਲ ਪ੍ਰਭਾਵਿਤ ਪਿੰਡਾਂ ਧਰਮਹੇੜੀ, ਸੱਸਾ ਗੁੱਜਰਾਂ, ਸੱਸੀ ਬ੍ਰਾਹਮਣਾਂ ਅਤੇ ਤਸਿੰਬਲੀ ਵਿਖੇ ਵਿਸ਼ੇਸ਼ ਗ੍ਰਾਮ ਸਭਾਵਾਂ ਦੇ ਇਜਲਾਸਾਂ ਵਿੱਚ ਸ਼ਿਰਕਤ ਕੀਤੀ ਗਈ। ਇਸ ਮੌਕੇ ਉਨ੍ਹਾਂ ਨੇ ਕਿਹਾ ਕਿ ਪੰਜਾਬ ਸਰਕਾਰ ਵੱਲੋਂ ਹੜ੍ਹਾਂ ਨਾਲ ਹੋਏ ਨੁਕਸਾਨ ਦੀ ਭਰਪਾਈ ਲਈ ਮੁੱਖ ਮੰਤਰੀ ਭਗਵੰਤ ਸਿੰਘ ਮਾਨ ਦੀ ਅਗਵਾਈ ਹੇਠ ਵਿਸ਼ੇਸ਼ ਗਿਰਦਾਵਰੀ ਕਰਵਾਈ ਜਾ ਰਹੀ ਹੈ ਅਤੇ ਹਰ ਪ੍ਰਭਾਵਿਤ ਪਰਿਵਾਰ ਨੂੰ ਬਣਦਾ ਮੁਆਵਜ਼ਾ ਦਿੱਤਾ ਜਾਵੇਗਾ। ਪਿੰਡਾਂ ਵਿੱਚ ਪਾਣੀ ਦੀ ਨਿਕਾਸੀ, ਸਿਹਤ ਸਹੂਲਤਾਂ ਅਤੇ ਪਸ਼ੂਆਂ ਦੀ ਦੇਖਭਾਲ ਲਈ ਟੀਮਾਂ ਲਗਾਤਾਰ ਕੰਮ ਕਰ ਰਹੀਆਂ ਹਨ। [8,326,358,372]
byline: ਹਰਵਿੰਦਰ ਵਰਮਾ/ਅਮਰਦੀਪ ਅਜੂਜਾ [350,848,447,857]
masthead [8,12,910,102]
story-body [240,170,358,320]
body-text: ਸਮਾਣਾ/15 ਸਤੰਬਰ : ਲਾਇਨਜ਼ ਕਲੱਬ ਸਮਾਣਾ ਰਾਇਲ ਵੱਲੋਂ ਸਾਲ 2025-26 ਦੀ ਨਵੀਂ ਟੀਮ ਦਾ ਸਥਾਪਨਾ ਸਮਾਗਮ ਕਰਵਾਇਆ ਗਿਆ। ਇਸ ਮੌਕੇ ਨਵੇਂ ਚੁਣੇ ਗਏ ਅਹੁਦੇਦਾਰਾਂ ਨੂੰ ਸਹੁੰ ਚੁਕਾਈ ਗਈ ਅਤੇ ਕਲੱਬ ਵੱਲੋਂ ਸਮਾਜ ਸੇਵਾ ਦੇ ਕਾਰਜ ਜਾਰੀ ਰੱਖਣ ਦਾ ਪ੍ਰਣ ਲਿਆ ਗਿਆ। [238,1308,342,1373]
photo [722,532,910,642]
photo [350,782,468,842]
column-rule [234,970,235,1202]
logo-punjabi: ਦੇਸ਼ ਸੇਵਕ [14,18,130,53]
row-rule [8,488,910,490]
byline: ਜਸਵੰਤ ਸਿੰਘ ਗੁਰਮ [694,1280,747,1289]
story-s13[interactable] [8,1210,342,1460]
headline: ਪਿੰਡ ਗੁਰਮ ਵਿਖੇ ਭਗਵਤੀ ਜਾਗਰਣ 25 ਸੰਤਬਰ ਨੂੰ [697,1210,907,1251]
body-text: ਮੋਹਾਲੀ/ਲਾਲੜੂ/15 ਸਤੰਬਰ : ਯੂਨੀਵਰਸਲ ਗਰੁੱਪ ਆਫ਼ ਇੰਸਟੀਟਿਊਸ਼ਨਜ਼ ਵਿਖੇ ਹਿੰਦੀ ਦਿਵਸ ਬੜੇ ਉਤਸ਼ਾਹ ਨਾਲ ਮਨਾਇਆ ਗਿਆ। ਇਸ ਮੌਕੇ ਵਿਦਿਆਰਥੀਆਂ ਨੇ ਭਾਸ਼ਣ, ਕਵਿਤਾ ਉਚਾਰਨ ਅਤੇ ਲੇਖ ਮੁਕਾਬਲਿਆਂ ਵਿੱਚ ਹਿੱਸਾ ਲਿਆ। ਕਾਲਜ ਪ੍ਰਬੰਧਕਾਂ ਨੇ ਕਿਹਾ ਕਿ ਮਾਤ ਭਾਸ਼ਾ ਦੇ ਨਾਲ ਨਾਲ ਹੋਰ ਭਾਸ਼ਾਵਾਂ ਦਾ ਗਿਆਨ ਵੀ ਵਿਦਿਆਰਥੀਆਂ ਲਈ ਲਾਜ਼ਮੀ ਹੈ। [238,782,342,874]
byline: ਜਸਬੀਰ ਵਾਲੀਆ/ਦੇਸ਼ਰਾਜ ਅੰਤਰੀ [8,866,100,875]
body-text: ਮੋਹਾਲੀ/15 ਸਤੰਬਰ : ਪਿੰਡ ਮਨੌਲੀ ਵਿਖੇ ਗੁਰਦੁਆਰਾ ਸਾਹਿਬ ਵਿਖੇ 5ਵਾਂ ਸਾਲਾਨਾ ਗੁਰਮਤਿ ਸਮਾਗਮ ਕਰਵਾਇਆ ਗਿਆ। ਇਸ ਮੌਕੇ ਰਾਗੀ ਜਥਿਆਂ ਨੇ ਗੁਰਬਾਣੀ ਕੀਰਤਨ ਰਾਹੀਂ ਸੰਗਤਾਂ ਨੂੰ ਨਿਹਾਲ ਕੀਤਾ ਅਤੇ ਪ੍ਰਬੰਧਕ ਕਮੇਟੀ ਵੱਲੋਂ ਪ੍ਰਮੁੱਖ ਸ਼ਖ਼ਸੀਅਤਾਂ ਦਾ ਸਨਮਾਨ ਕੀਤਾ ਗਿਆ। [574,1242,686,1307]
story-body-cont [8,866,232,962]
column-rule [346,750,347,962]
body-text: ਰੂਪਨਗਰ/15 ਸਤੰਬਰ : ਡਿਪਟੀ ਕਮਿਸ਼ਨਰ ਵੱਲੋਂ ਅੱਜ ਜ਼ਿਲ੍ਹਾ ਪ੍ਰਬੰਧਕੀ ਕੰਪਲੈਕਸ ਵਿਖੇ ਅਧਿਕਾਰੀਆਂ ਨਾਲ ਮੀਟਿੰਗ ਕਰਕੇ ਹੜ੍ਹ ਪ੍ਰਭਾਵਿਤ ਇਲਾਕਿਆਂ ਵਿੱਚ ਫ਼ਸਲਾਂ, ਘਰਾਂ ਅਤੇ ਪਸ਼ੂਆਂ ਦੇ ਨੁਕਸਾਨ ਸਬੰਧੀ ਚੱਲ ਰਹੇ ਸਰਵੇਖਣ ਦੀ ਸਮੀਖਿਆ ਕੀਤੀ। ਉਨ੍ਹਾਂ ਹਦਾਇਤ ਕੀਤੀ ਕਿ ਸਰਵੇਖਣ ਦਾ ਕੰਮ ਪਾਰਦਰਸ਼ੀ ਢੰਗ ਨਾਲ ਸਮਾਂਬੱਧ ਪੂਰਾ ਕੀਤਾ ਜਾਵੇ ਤਾਂ ਜੋ ਪੀੜਤਾਂ ਨੂੰ ਜਲਦੀ ਰਾਹਤ ਮਿਲ ਸਕੇ। [806,306,910,408]
row-rule [8,1206,910,1208]
body-text: ਖਰੜ/15 ਸਤੰਬਰ : ਪੰਜਾਬ ਸਰਕਾਰ ਸ਼ਹਿਰ ਵਾਸੀਆਂ ਨੂੰ ਪੀਣ ਵਾਲਾ ਸਾਫ਼ ਪਾਣੀ ਮੁਹੱਈਆ ਕਰਵਾਉਣ ਲਈ ਪੂਰੀ ਤਰ੍ਹਾਂ ਵਚਨਬੱਧ ਹੈ। ਇਹ ਪ੍ਰਗਟਾਵਾ ਡਾ. ਅਹਿਲੂਵਾਲੀਆ ਨੇ ਨਵੇਂ ਟਿਊਬਵੈੱਲ ਦਾ ਉਦਘਾਟਨ ਕਰਨ ਮੌਕੇ ਕੀਤਾ। ਉਨ੍ਹਾਂ ਕਿਹਾ ਕਿ ਸ਼ਹਿਰ ਦੇ ਹਰ ਵਾਰਡ ਵਿੱਚ ਪਾਣੀ ਦੀ ਸਪਲਾਈ ਨੂੰ ਨਿਰਵਿਘਨ ਬਣਾਉਣ ਲਈ ਕਰੋੜਾਂ ਰੁਪਏ ਦੇ ਪ੍ਰੋਜੈਕਟ ਸ਼ੁਰੂ ਕੀਤੇ ਗਏ ਹਨ ਅਤੇ ਜਲਦੀ ਹੀ ਨਵੀਆਂ ਪਾਈਪਲਾਈਨਾਂ ਵਿਛਾਈਆਂ ਜਾਣਗੀਆਂ। ਇਸ ਮੌਕੇ ਕੌਂਸਲਰ ਅਤੇ ਪਾਰਟੀ ਵਰਕਰ ਵੀ ਹਾਜ਼ਰ ਸਨ। [586,182,686,311]
body-text: ਸਮਰਾਲਾ/15 ਸਤੰਬਰ : ਮਾ ਬਲਵੰਤ ਸਿੰਘ ਦੀ ਪੁਸਤਕ 'ਦਰਿਆਵਾਂ ਦੇ ਵਹਿਣ' ਦਾ ਲੋਕ ਅਰਪਣ ਸਮਾਗਮ ਲੇਖਕ ਮੰਚ ਸਮਰਾਲਾ ਵੱਲੋਂ ਕਰਵਾਇਆ ਗਿਆ। ਇਸ ਮੌਕੇ ਬੁਲਾਰਿਆਂ ਨੇ ਕਿਹਾ ਕਿ ਇਹ ਪੁਸਤਕ ਪੰਜਾਬ ਦੇ ਦਰਿਆਵਾਂ, ਸੱਭਿਆਚਾਰ ਅਤੇ ਲੋਕ ਜੀਵਨ ਦੀ ਸੁੰਦਰ ਤਸਵੀਰ ਪੇਸ਼ ਕਰਦੀ ਹੈ। ਸਮਾਗਮ ਵਿੱਚ ਕਈ ਸਾਹਿਤਕਾਰ ਅਤੇ ਪਾਠਕ ਹਾਜ਼ਰ ਸਨ। [384,544,473,655]
column-rule [691,112,692,484]
story-s11[interactable] [238,970,568,1202]
headline: ਮਧੂਬਨ ਵਾਟਿਕਾ ਸਕੂਲ 'ਚ ਜ਼ਿਲ੍ਹਾ ਪੱਧਰੀ ਬੈਡਮਿੰਟਨ ਮੁਕਾਬਲੇ ਜੋਸ਼-ਖਰੋਸ਼ ਨਾਲ ਸੰਪੰਨ [238,970,546,997]
